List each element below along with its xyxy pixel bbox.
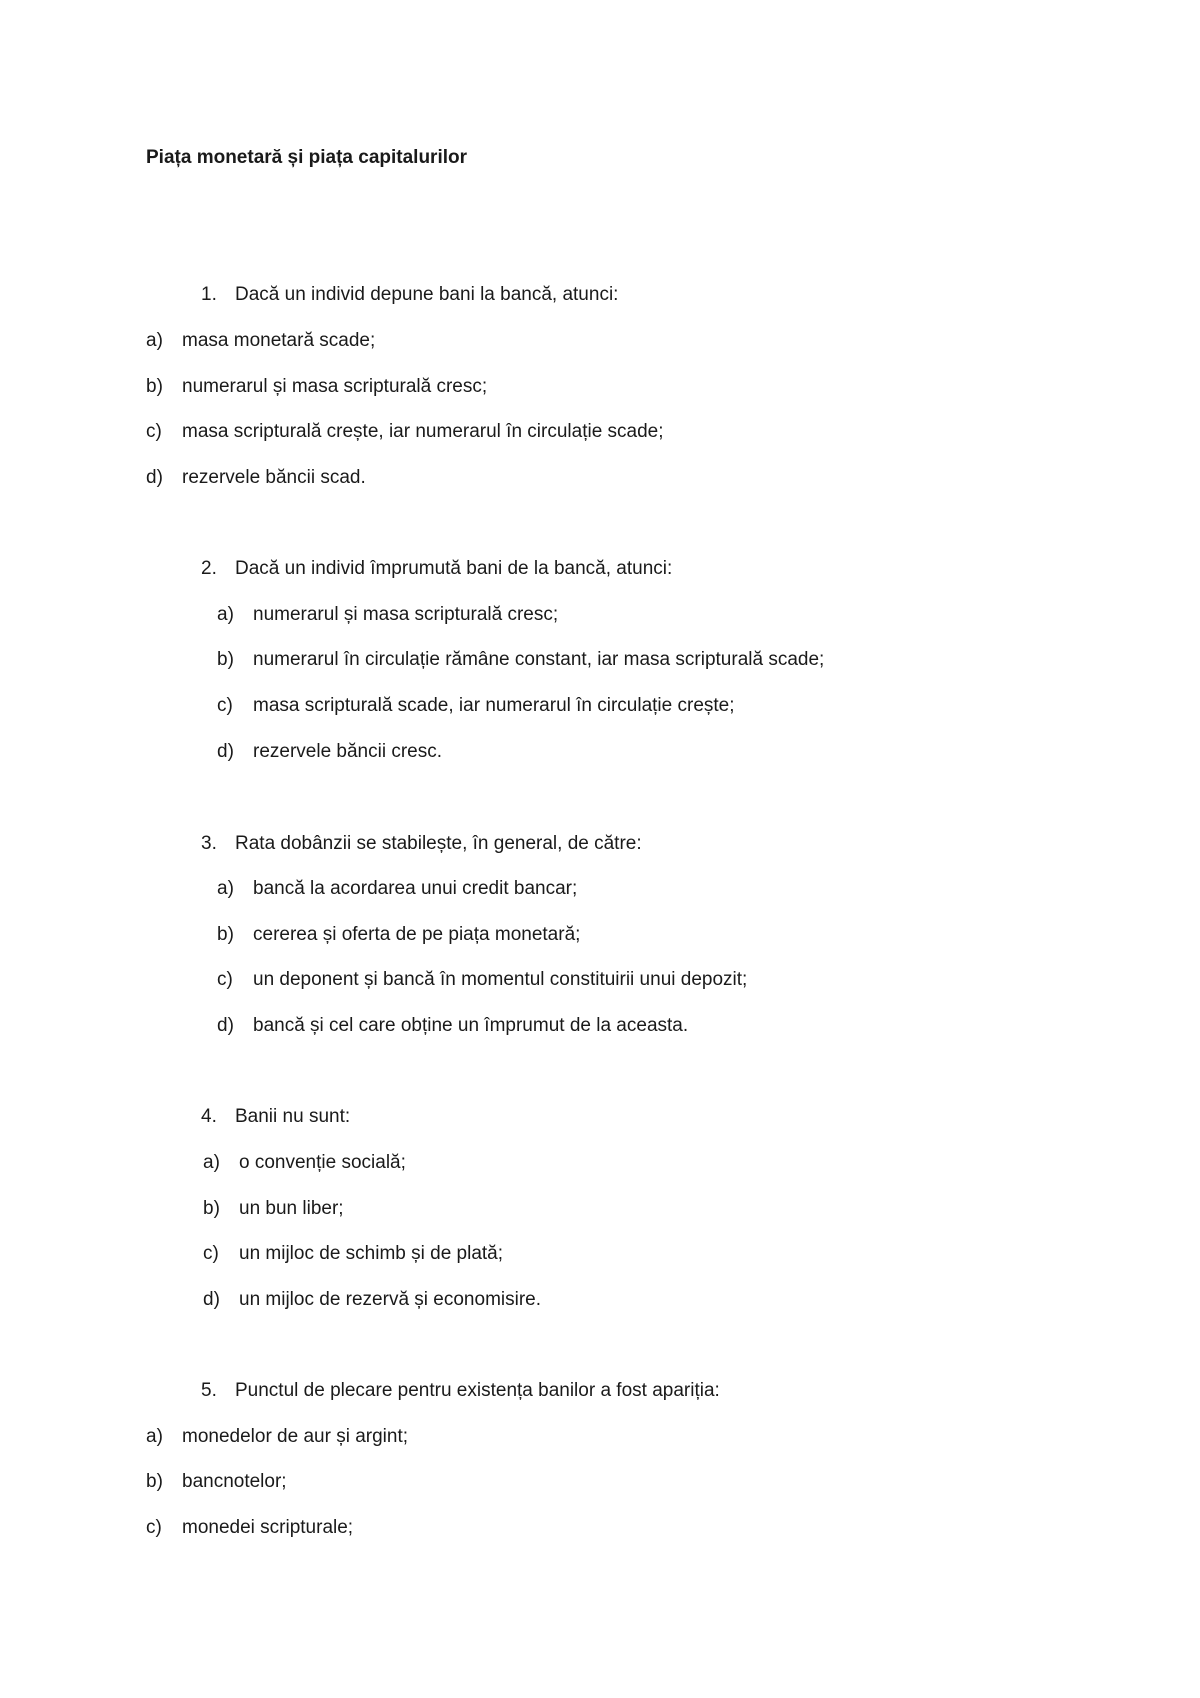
option-text: bancă la acordarea unui credit bancar; (253, 878, 578, 899)
option-label: b) (217, 649, 234, 670)
option-label: a) (146, 1426, 163, 1447)
option-label: a) (217, 604, 234, 625)
question-number: 3. (201, 833, 217, 854)
question-number: 5. (201, 1380, 217, 1401)
option-text: un mijloc de schimb și de plată; (239, 1243, 504, 1264)
option-label: b) (146, 376, 163, 397)
option-text: bancnotelor; (182, 1471, 287, 1492)
page-title: Piața monetară și piața capitalurilor (146, 147, 467, 168)
option-text: un bun liber; (239, 1198, 344, 1219)
question-number: 1. (201, 284, 217, 305)
option-item (217, 740, 442, 764)
option-label: d) (146, 467, 163, 488)
option-text: masa scripturală scade, iar numerarul în circulație crește; (253, 695, 735, 716)
question-text: Punctul de plecare pentru existența banilor a fost apariția: (235, 1380, 720, 1401)
option-label: d) (217, 1015, 234, 1036)
option-item (146, 1516, 353, 1540)
option-item (146, 466, 366, 490)
option-item (203, 1197, 344, 1221)
option-item (146, 420, 664, 444)
option-item (146, 1425, 408, 1449)
question-text: Rata dobânzii se stabilește, în general, de către: (235, 833, 642, 854)
option-label: b) (203, 1198, 220, 1219)
option-item (217, 877, 577, 901)
option-text: rezervele băncii scad. (182, 467, 366, 488)
option-text: monedelor de aur și argint; (182, 1426, 409, 1447)
option-item (217, 648, 824, 672)
question-number: 2. (201, 558, 217, 579)
option-text: masa monetară scade; (182, 330, 376, 351)
option-label: b) (146, 1471, 163, 1492)
option-label: c) (217, 969, 233, 990)
question-3 (201, 832, 642, 856)
question-number: 4. (201, 1106, 217, 1127)
option-label: c) (203, 1243, 219, 1264)
option-label: c) (217, 695, 233, 716)
question-text: Dacă un individ împrumută bani de la bancă, atunci: (235, 558, 673, 579)
option-text: masa scripturală crește, iar numerarul în circulație scade; (182, 421, 664, 442)
option-text: bancă și cel care obține un împrumut de la aceasta. (253, 1015, 689, 1036)
option-item (217, 694, 735, 718)
option-item (203, 1288, 541, 1312)
option-label: d) (217, 741, 234, 762)
option-text: numerarul și masa scripturală cresc; (253, 604, 559, 625)
option-item (146, 1470, 287, 1494)
option-text: un mijloc de rezervă și economisire. (239, 1289, 542, 1310)
option-item (203, 1242, 503, 1266)
option-label: a) (203, 1152, 220, 1173)
question-5 (201, 1379, 720, 1403)
option-label: a) (217, 878, 234, 899)
option-text: rezervele băncii cresc. (253, 741, 443, 762)
option-text: un deponent și bancă în momentul constituirii unui depozit; (253, 969, 748, 990)
option-label: c) (146, 421, 162, 442)
question-2 (201, 557, 672, 581)
option-text: monedei scripturale; (182, 1517, 354, 1538)
option-item (203, 1151, 406, 1175)
option-label: d) (203, 1289, 220, 1310)
option-text: numerarul în circulație rămâne constant, iar masa scripturală scade; (253, 649, 825, 670)
question-4 (201, 1105, 350, 1129)
option-item (217, 968, 747, 992)
option-text: numerarul și masa scripturală cresc; (182, 376, 488, 397)
option-label: a) (146, 330, 163, 351)
question-text: Dacă un individ depune bani la bancă, atunci: (235, 284, 619, 305)
option-item (217, 603, 558, 627)
option-item (217, 923, 580, 947)
option-label: b) (217, 924, 234, 945)
option-text: o convenție socială; (239, 1152, 406, 1173)
question-1 (201, 283, 618, 307)
option-item (146, 375, 487, 399)
option-item (217, 1014, 688, 1038)
option-item (146, 329, 375, 353)
option-label: c) (146, 1517, 162, 1538)
option-text: cererea și oferta de pe piața monetară; (253, 924, 581, 945)
question-text: Banii nu sunt: (235, 1106, 351, 1127)
